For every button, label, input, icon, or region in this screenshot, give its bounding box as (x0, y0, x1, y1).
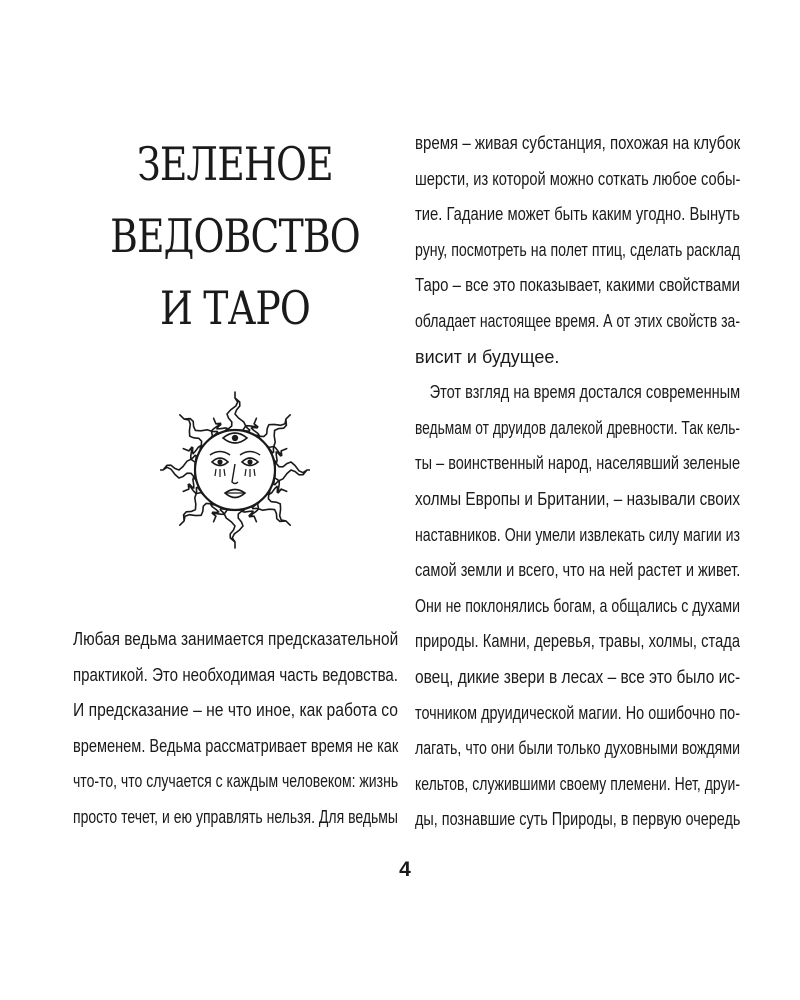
text-line: Этот взгляд на время достался современным (429, 382, 741, 403)
text-line: ведьмам от друидов далекой древности. Так кель- (415, 417, 740, 438)
text-column-right (415, 126, 740, 838)
sun-ray (160, 459, 195, 478)
text-line: время – живая субстанция, похожая на клубок (415, 133, 741, 153)
text-line: практикой. Это необходимая часть ведовства. (73, 664, 398, 685)
text-line: холмы Европы и Британии, – называли своих (415, 488, 741, 509)
text-line: Таро – все это показывает, какими свойствами (415, 275, 740, 296)
text-line: природы. Камни, деревья, травы, холмы, стада (415, 631, 741, 652)
chapter-title-line-2: ВЕДОВСТВО (110, 209, 360, 263)
text-line: Они не поклонялись богам, а общались с духами (415, 595, 740, 616)
text-line: шерсти, из которой можно соткать любое собы- (415, 168, 741, 189)
text-line: ты – воинственный народ, населявший зеленые (415, 453, 741, 474)
text-line: висит и будущее. (415, 346, 560, 367)
text-line: ды, познавшие суть Природы, в первую очередь (415, 809, 741, 830)
chapter-title (100, 128, 371, 344)
text-line: И предсказание – не что иное, как работа со (73, 700, 399, 721)
text-line: наставников. Они умели извлекать силу магии из (415, 524, 740, 545)
text-line: точником друидической магии. Но ошибочно по- (415, 702, 741, 723)
text-line: самой земли и всего, что на ней растет и живет. (415, 560, 741, 581)
text-line: просто течет, и ею управлять нельзя. Для ведьмы (73, 806, 398, 827)
text-line: лагать, что они были только духовными вождями (415, 738, 740, 759)
text-line: руну, посмотреть на полет птиц, сделать расклад (415, 239, 740, 260)
text-line: временем. Ведьма рассматривает время не как (73, 735, 399, 756)
text-line: что-то, что случается с каждым человеком: жизнь (73, 771, 399, 792)
text-line: Любая ведьма занимается предсказательной (73, 629, 399, 649)
page-number: 4 (399, 858, 411, 881)
chapter-title-line-1: ЗЕЛЕНОЕ (137, 137, 333, 191)
sun-ray (275, 462, 310, 481)
sun-ray (224, 510, 243, 548)
text-line: тие. Гадание может быть каким угодно. Вынуть (415, 204, 740, 225)
sun-ray (227, 392, 246, 430)
text-column-left (73, 622, 398, 836)
text-line: кельтов, служившими своему племени. Нет, друи- (415, 773, 740, 794)
text-line: овец, дикие звери в лесах – все это было ис- (415, 666, 741, 687)
chapter-title-line-3: И ТАРО (159, 281, 310, 335)
text-line: обладает настоящее время. А от этих свойств за- (415, 310, 741, 331)
sun-face-icon (160, 358, 310, 583)
